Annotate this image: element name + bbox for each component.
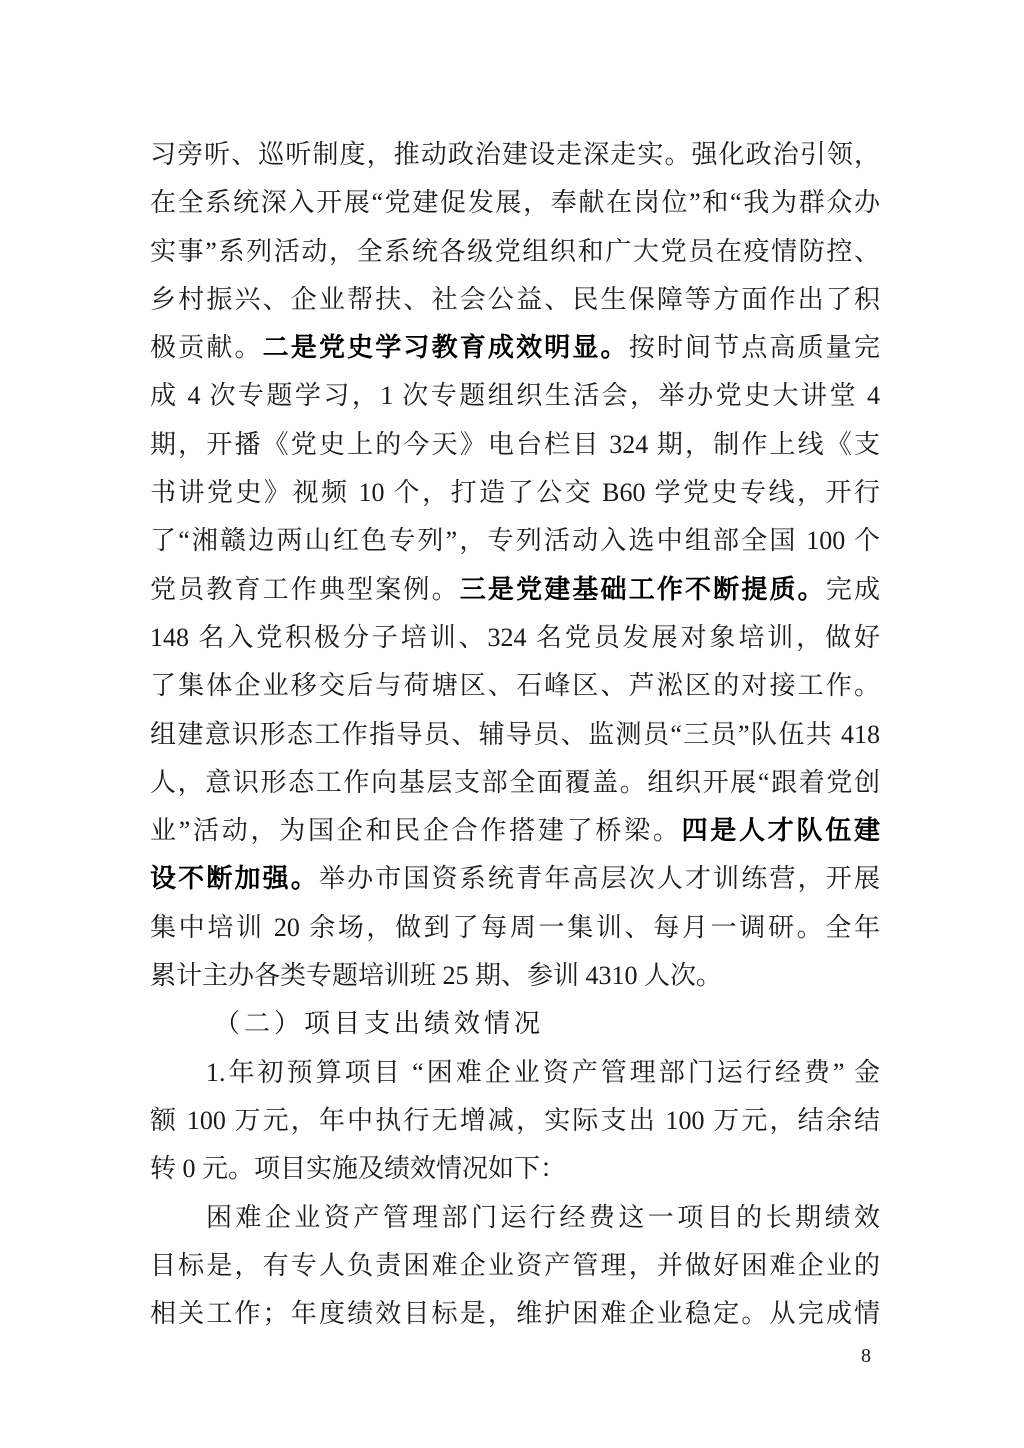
text-line <box>150 131 880 179</box>
text-segment: 期，开播《党史上的今天》电台栏目 324 期，制作上线《支 <box>150 429 880 459</box>
text-line <box>150 324 880 372</box>
text-line <box>150 1145 880 1193</box>
document-body <box>150 131 880 1338</box>
text-line <box>150 807 880 855</box>
text-segment: 按时间节点高质量完 <box>628 333 880 363</box>
text-line <box>150 904 880 952</box>
bold-subheading: 设不断加强。 <box>150 864 319 894</box>
text-segment: 集中培训 20 余场，做到了每周一集训、每月一调研。全年 <box>150 912 880 942</box>
text-segment: 举办市国资系统青年高层次人才训练营，开展 <box>318 864 880 894</box>
text-line <box>150 711 880 759</box>
text-segment: 1.年初预算项目 “困难企业资产管理部门运行经费” 金 <box>206 1057 880 1087</box>
text-line <box>150 1242 880 1290</box>
text-segment: 成 4 次专题学习，1 次专题组织生活会，举办党史大讲堂 4 <box>150 381 880 411</box>
text-segment: 累计主办各类专题培训班 25 期、参训 4310 人次。 <box>150 961 723 991</box>
bold-subheading: 二是党史学习教育成效明显。 <box>262 333 629 363</box>
text-segment: 书讲党史》视频 10 个，打造了公交 B60 学党史专线，开行 <box>150 478 880 508</box>
text-line <box>150 517 880 565</box>
text-segment: 在全系统深入开展“党建促发展，奉献在岗位”和“我为群众办 <box>150 188 880 218</box>
text-line <box>150 421 880 469</box>
text-segment: 极贡献。 <box>150 333 263 363</box>
text-segment: 乡村振兴、企业帮扶、社会公益、民生保障等方面作出了积 <box>150 284 880 314</box>
text-line <box>150 1049 880 1097</box>
text-segment: 目标是，有专人负责困难企业资产管理，并做好困难企业的 <box>150 1250 880 1280</box>
text-segment: 了集体企业移交后与荷塘区、石峰区、芦淞区的对接工作。 <box>150 671 880 701</box>
text-line <box>150 228 880 276</box>
text-segment: 实事”系列活动，全系统各级党组织和广大党员在疫情防控、 <box>150 236 880 266</box>
text-segment: （二）项目支出绩效情况 <box>214 1009 545 1039</box>
text-line <box>150 855 880 903</box>
text-segment: 习旁听、巡听制度，推动政治建设走深走实。强化政治引领， <box>150 140 880 169</box>
text-line <box>150 1194 880 1242</box>
text-segment: 额 100 万元，年中执行无增减，实际支出 100 万元，结余结 <box>150 1105 880 1135</box>
text-line <box>150 952 880 1000</box>
bold-subheading: 四是人才队伍建 <box>681 816 880 846</box>
text-line <box>150 1290 880 1338</box>
text-segment: 了“湘赣边两山红色专列”，专列活动入选中组部全国 100 个 <box>150 526 880 556</box>
section-heading <box>150 1000 880 1048</box>
text-segment: 相关工作；年度绩效目标是，维护困难企业稳定。从完成情 <box>150 1299 880 1329</box>
text-segment: 转 0 元。项目实施及绩效情况如下： <box>150 1154 567 1184</box>
text-segment: 完成 <box>825 574 880 604</box>
text-line <box>150 662 880 710</box>
text-segment: 党员教育工作典型案例。 <box>150 574 460 604</box>
text-line <box>150 566 880 614</box>
text-line <box>150 614 880 662</box>
page-number: 8 <box>861 1345 871 1367</box>
text-line <box>150 469 880 517</box>
text-line <box>150 372 880 420</box>
text-line <box>150 179 880 227</box>
bold-subheading: 三是党建基础工作不断提质。 <box>459 574 826 604</box>
text-line <box>150 1097 880 1145</box>
text-segment: 人，意识形态工作向基层支部全面覆盖。组织开展“跟着党创 <box>150 767 880 797</box>
text-line <box>150 759 880 807</box>
text-segment: 业”活动，为国企和民企合作搭建了桥梁。 <box>150 816 682 846</box>
text-segment: 组建意识形态工作指导员、辅导员、监测员“三员”队伍共 418 <box>150 719 880 749</box>
text-segment: 困难企业资产管理部门运行经费这一项目的长期绩效 <box>206 1202 880 1232</box>
text-segment: 148 名入党积极分子培训、324 名党员发展对象培训，做好 <box>150 622 880 652</box>
text-line <box>150 276 880 324</box>
